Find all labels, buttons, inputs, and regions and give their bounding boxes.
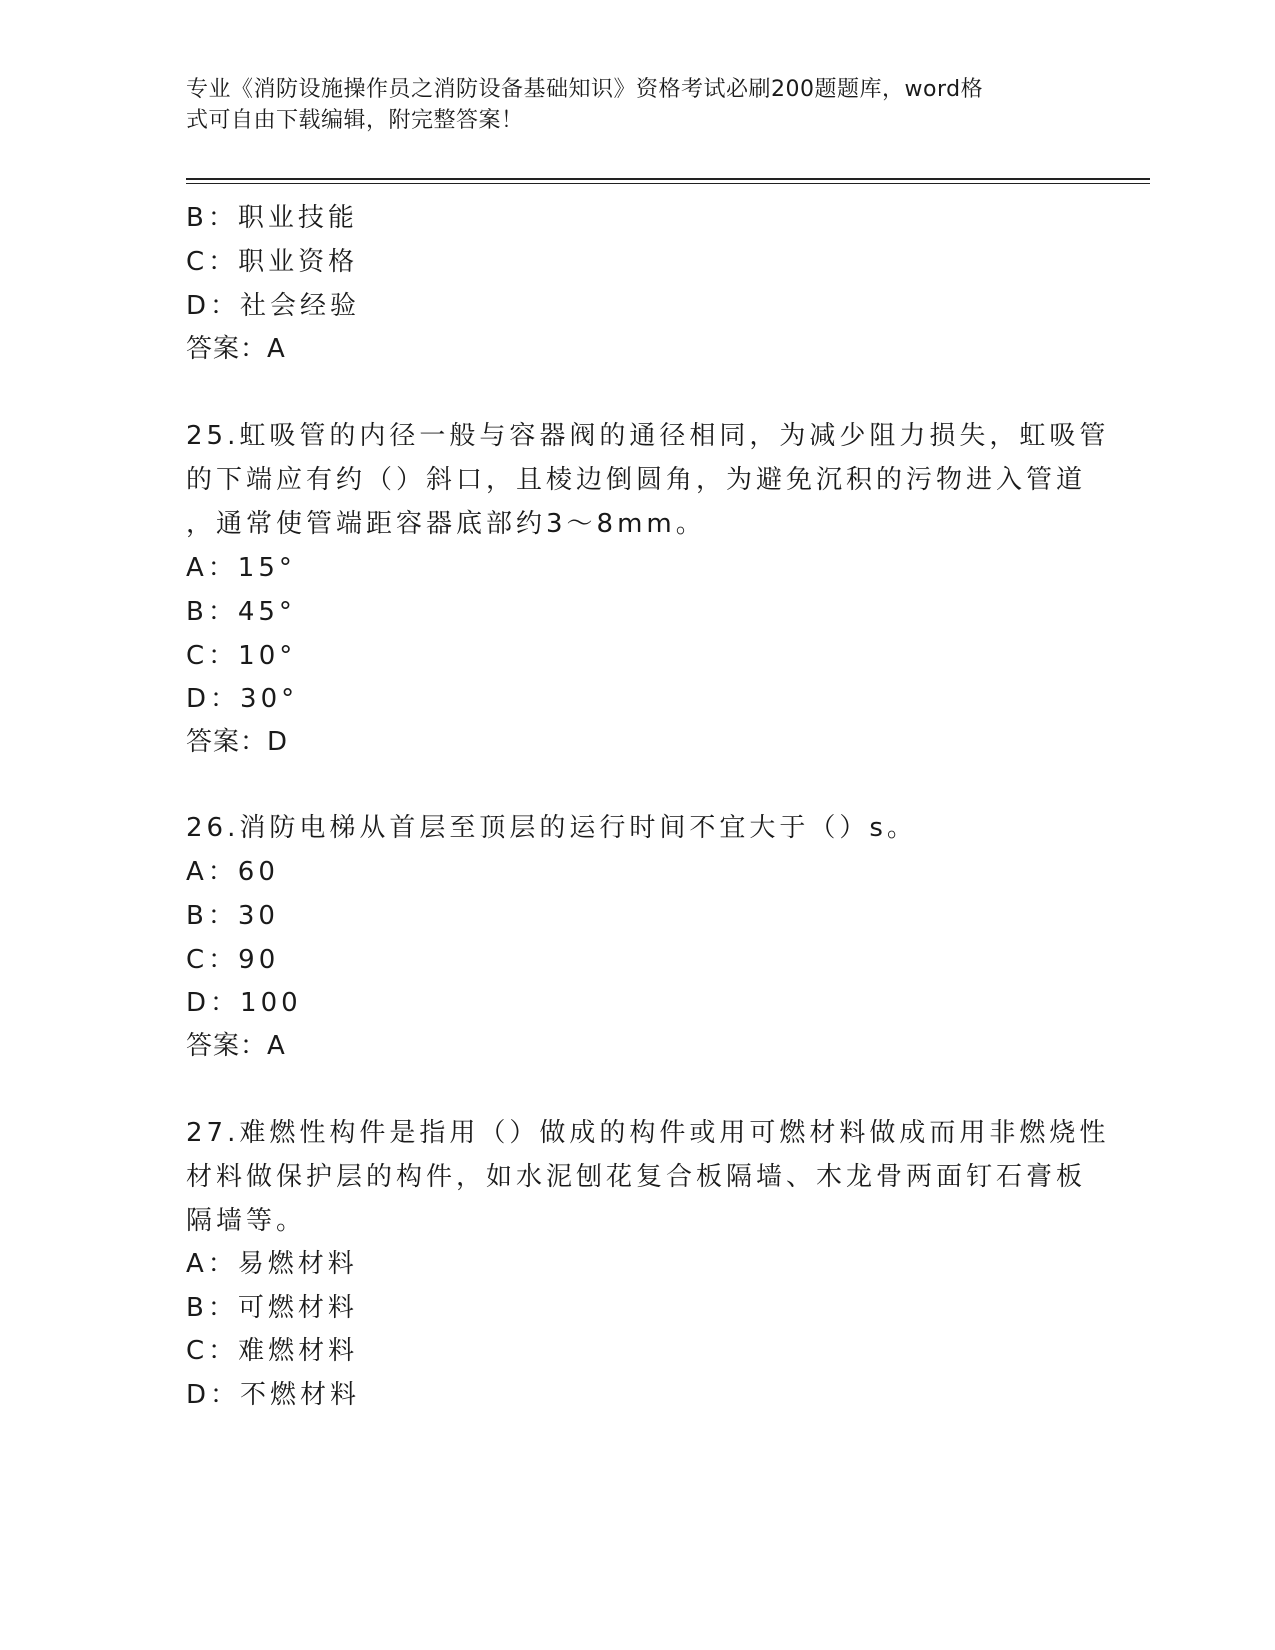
header-line-2: 式可自由下载编辑，附完整答案！ [186, 108, 524, 133]
answer: 答案：D [186, 727, 289, 757]
document-header [186, 74, 1086, 136]
option-d: D：不燃材料 [186, 1380, 361, 1410]
option-d: D：社会经验 [186, 291, 361, 321]
question-stem-line: 材料做保护层的构件，如水泥刨花复合板隔墙、木龙骨两面钉石膏板 [186, 1162, 1087, 1192]
option-b: B：30 [186, 901, 279, 931]
option-a: A：易燃材料 [186, 1249, 358, 1279]
answer: 答案：A [186, 334, 286, 364]
option-c: C：90 [186, 945, 280, 975]
header-rule-thick [186, 178, 1150, 180]
question-stem-line: 25.虹吸管的内径一般与容器阀的通径相同，为减少阻力损失，虹吸管 [186, 421, 1110, 451]
option-b: B：45° [186, 597, 296, 627]
option-c: C：难燃材料 [186, 1336, 359, 1366]
header-rule-thin [186, 183, 1150, 184]
header-line-1: 专业《消防设施操作员之消防设备基础知识》资格考试必刷200题题库，word格 [186, 77, 984, 102]
question-stem-line: ，通常使管端距容器底部约3～8mm。 [186, 509, 706, 539]
option-a: A：15° [186, 553, 296, 583]
option-b: B：可燃材料 [186, 1293, 358, 1323]
answer: 答案：A [186, 1031, 286, 1061]
question-stem-line: 27.难燃性构件是指用（）做成的构件或用可燃材料做成而用非燃烧性 [186, 1118, 1110, 1148]
question-stem-line: 隔墙等。 [186, 1206, 307, 1236]
option-b: B：职业技能 [186, 203, 358, 233]
option-c: C：职业资格 [186, 247, 359, 277]
question-stem-line: 26.消防电梯从首层至顶层的运行时间不宜大于（）s。 [186, 813, 917, 843]
option-d: D：30° [186, 684, 299, 714]
option-c: C：10° [186, 641, 297, 671]
option-d: D：100 [186, 988, 302, 1018]
option-a: A：60 [186, 857, 279, 887]
question-stem-line: 的下端应有约（）斜口，且棱边倒圆角，为避免沉积的污物进入管道 [186, 465, 1087, 495]
